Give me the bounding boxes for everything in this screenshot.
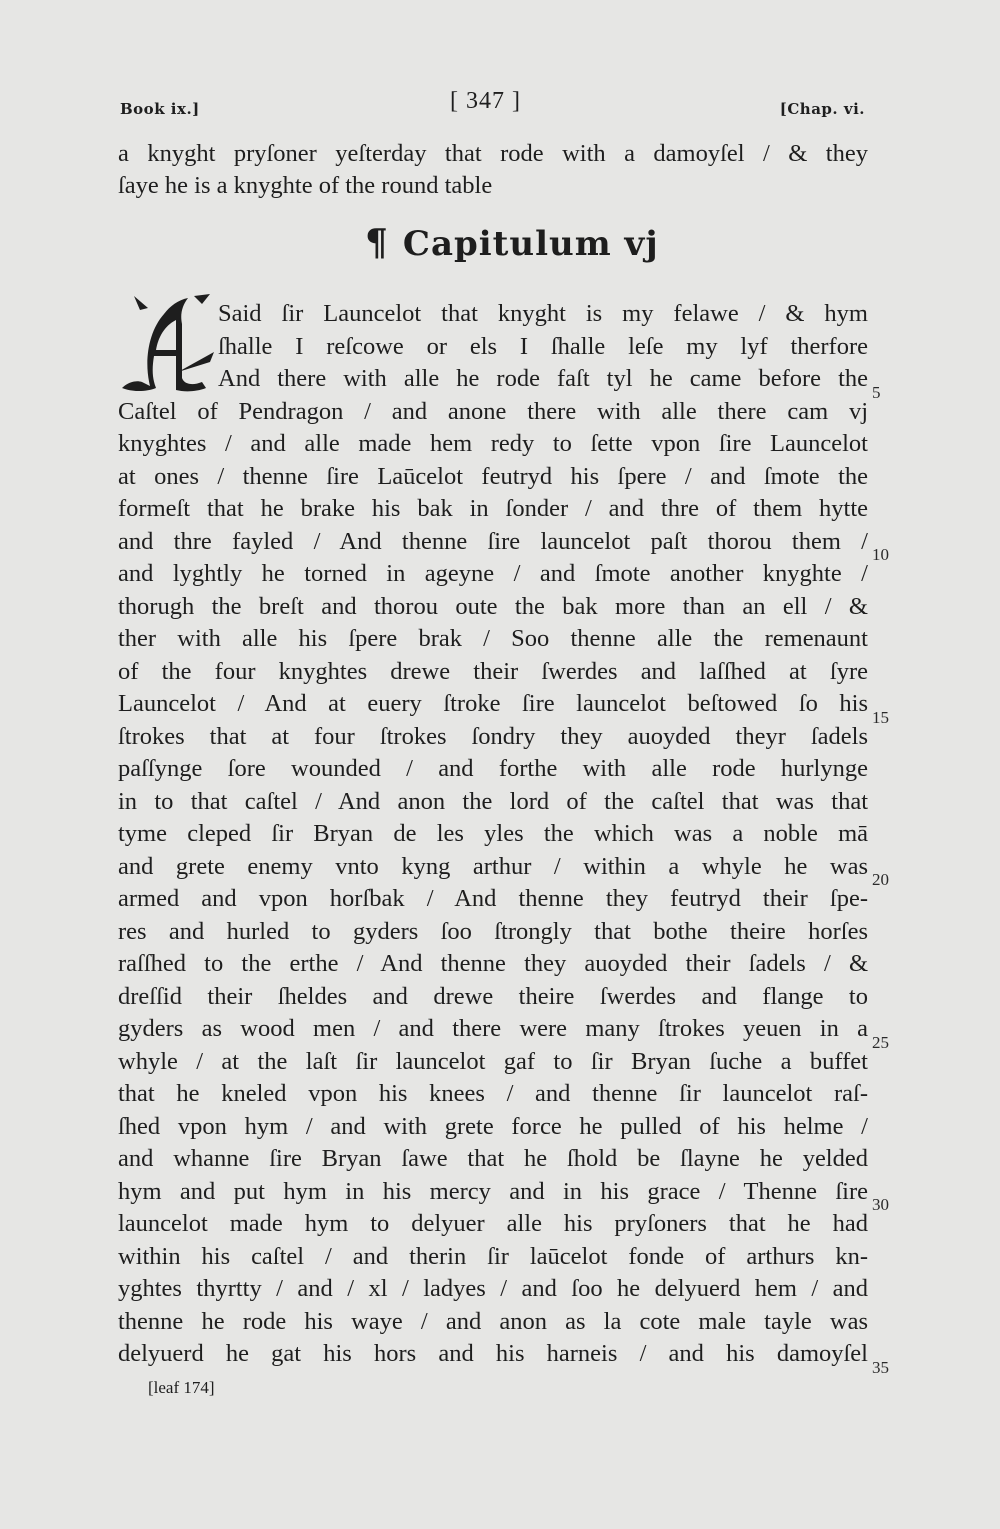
text-line: And there with alle he rode faſt tyl he came before the	[218, 365, 868, 392]
text-line: a knyght pryſoner yeſterday that rode with a damoyſel / & they	[118, 140, 868, 167]
text-line: and grete enemy vnto kyng arthur / within a whyle he was	[118, 852, 868, 880]
text-line: within his caſtel / and therin ſir laūcelot fonde of arthurs kn-	[118, 1242, 868, 1270]
text-line: armed and vpon horſbak / And thenne they feutryd their ſpe-	[118, 885, 868, 912]
ornamental-initial-icon	[118, 292, 218, 392]
line-number: 25	[872, 1033, 889, 1052]
drop-cap-initial	[118, 292, 218, 392]
page-number: [ 347 ]	[450, 88, 521, 114]
text-line: res and hurled to gyders ſoo ſtrongly that bothe theire horſes	[118, 917, 868, 945]
text-line: of the four knyghtes drewe their ſwerdes and laſſhed at ſyre	[118, 657, 868, 685]
text-line: at ones / thenne ſire Laūcelot feutryd his ſpere / and ſmote the	[118, 462, 868, 490]
chapter-title: Capitulum vj	[402, 224, 659, 264]
text-line: paſſynge ſore wounded / and forthe with alle rode hurlynge	[118, 755, 868, 782]
text-line: ſtrokes that at four ſtrokes ſondry they auoyded theyr ſadels	[118, 722, 868, 750]
line-number: 20	[872, 870, 889, 889]
text-line: and thre fayled / And thenne ſire launcelot paſt thorou them /	[118, 527, 868, 555]
running-head-chapter: [Chap. vi.	[779, 100, 865, 118]
text-line: Said ſir Launcelot that knyght is my felawe / & hym	[218, 300, 868, 327]
text-line: in to that caſtel / And anon the lord of the caſtel that was that	[118, 787, 868, 815]
text-line: thenne he rode his waye / and anon as la cote male tayle was	[118, 1307, 868, 1335]
text-line: hym and put hym in his mercy and in his grace / Thenne ſire	[118, 1177, 868, 1205]
text-line: delyuerd he gat his hors and his harneis / and his damoyſel	[118, 1340, 868, 1367]
text-line: formeſt that he brake his bak in ſonder / and thre of them hytte	[118, 495, 868, 522]
text-line: ſhalle I reſcowe or els I ſhalle leſe my lyf therfore	[218, 332, 868, 360]
text-line: ther with alle his ſpere brak / Soo thenne alle the remenaunt	[118, 625, 868, 652]
running-head-book: Book ix.]	[120, 100, 200, 118]
text-line: knyghtes / and alle made hem redy to ſette vpon ſire Launcelot	[118, 430, 868, 457]
line-number: 35	[872, 1358, 889, 1377]
leaf-signature: [leaf 174]	[148, 1378, 215, 1397]
text-line: dreſſid their ſheldes and drewe theire ſwerdes and flange to	[118, 982, 868, 1010]
chapter-heading	[365, 222, 659, 264]
text-line: and lyghtly he torned in ageyne / and ſmote another knyghte /	[118, 560, 868, 587]
text-line: Caſtel of Pendragon / and anone there with alle there cam vj	[118, 397, 868, 425]
text-line: tyme cleped ſir Bryan de les yles the which was a noble mā	[118, 820, 868, 847]
text-line: yghtes thyrtty / and / xl / ladyes / and ſoo he delyuerd hem / and	[118, 1275, 868, 1302]
text-line: launcelot made hym to delyuer alle his pryſoners that he had	[118, 1210, 868, 1237]
line-number: 15	[872, 708, 889, 727]
text-line: thorugh the breſt and thorou oute the bak more than an ell / &	[118, 592, 868, 620]
text-line: whyle / at the laſt ſir launcelot gaf to ſir Bryan ſuche a buffet	[118, 1047, 868, 1075]
text-line: and whanne ſire Bryan ſawe that he ſhold be ſlayne he yelded	[118, 1145, 868, 1172]
line-number: 10	[872, 545, 889, 564]
running-head	[120, 88, 865, 124]
line-number: 5	[872, 383, 881, 402]
line-number: 30	[872, 1195, 889, 1214]
text-line: Launcelot / And at euery ſtroke ſire launcelot beſtowed ſo his	[118, 690, 868, 717]
text-line: that he kneled vpon his knees / and thenne ſir launcelot raſ-	[118, 1080, 868, 1107]
text-line: gyders as wood men / and there were many ſtrokes yeuen in a	[118, 1015, 868, 1042]
text-line: ſaye he is a knyghte of the round table	[118, 172, 493, 199]
text-line: ſhed vpon hym / and with grete force he pulled of his helme /	[118, 1112, 868, 1140]
text-line: raſſhed to the erthe / And thenne they auoyded their ſadels / &	[118, 950, 868, 977]
pilcrow-icon: ¶	[365, 222, 389, 264]
